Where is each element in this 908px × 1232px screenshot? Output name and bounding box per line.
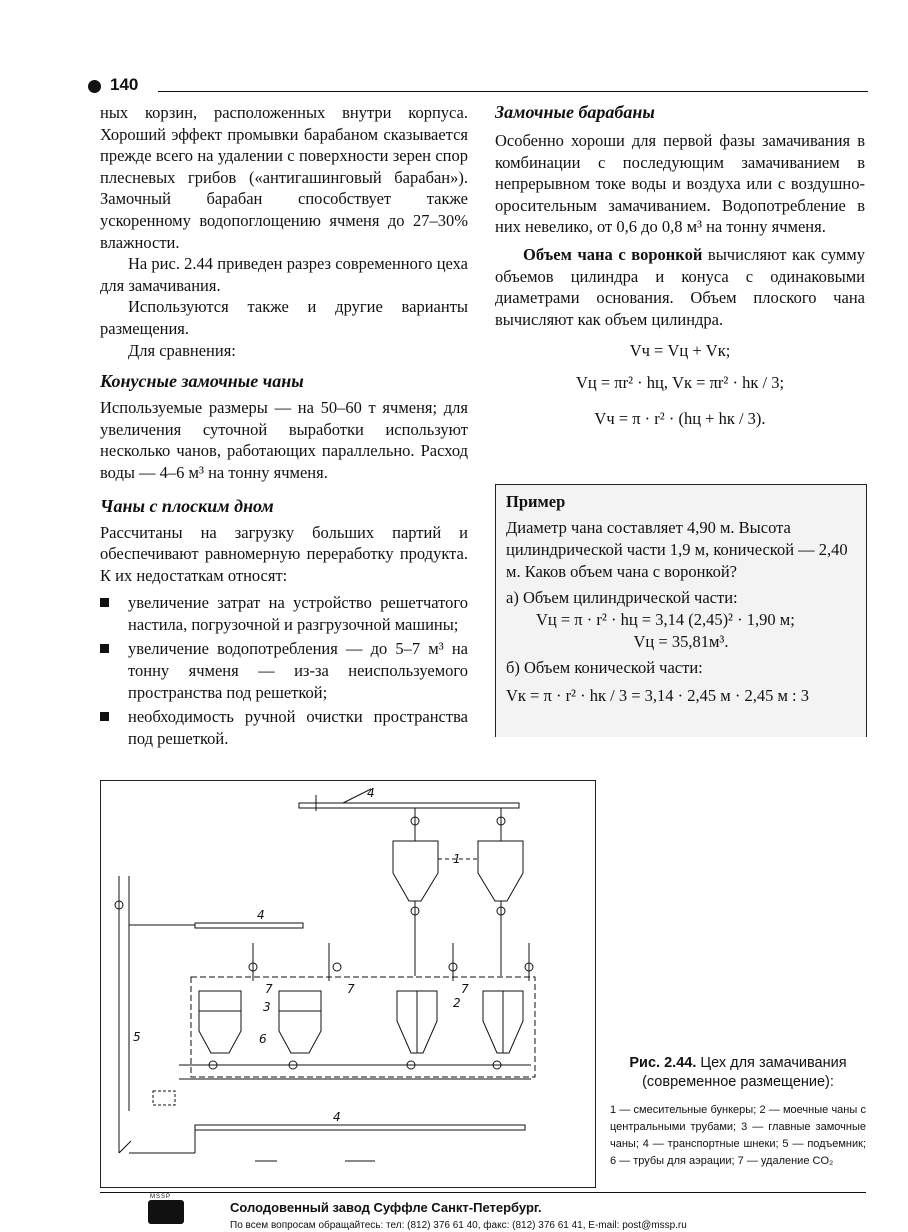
company-name: Солодовенный завод Суффле Санкт-Петербург. bbox=[230, 1200, 542, 1215]
fan-icon bbox=[333, 963, 341, 971]
right-paragraph-1: Особенно хороши для первой фазы замачивания в комбинации с последующим замачиванием в непрерывном токе воды и воздуха или с воздушно-оросительным замачиванием. Водопотребление в них невелико, от 0,6 до 0,8 м³ на тонну ячменя. bbox=[495, 131, 865, 237]
label-7-middle: 7 bbox=[347, 982, 355, 996]
left-paragraph-5: Используемые размеры — на 50–60 т ячменя; для увеличения суточной выработки используют несколько чанов, работающих параллельно. Расход воды — 4–6 м³ на тонну ячменя. bbox=[100, 398, 468, 482]
right-paragraph-2: Объем чана с воронкой вычисляют как сумму объемов цилиндра и конуса с одинаковыми диаметрами основания. Объем плоского чана вычисляют как объем цилиндра. bbox=[495, 244, 865, 329]
mixing-hopper bbox=[393, 841, 438, 901]
logo-text: MSSP bbox=[150, 1194, 172, 1200]
steeping-plant-diagram bbox=[100, 780, 596, 1188]
left-paragraph-3: Используются также и другие варианты размещения. bbox=[100, 297, 468, 338]
middle-screw-conveyor bbox=[195, 923, 303, 928]
page-header bbox=[88, 75, 868, 96]
caption-legend: 1 — смесительные бункеры; 2 — моечные чаны с центральными трубами; 3 — главные замочные чаны; 4 — транспортные шнеки; 5 — подъемник; 6 — трубы для аэрации; 7 — удаление CO₂ bbox=[610, 1104, 866, 1167]
example-part-b-label: б) Объем конической части: bbox=[506, 658, 703, 677]
label-5: 5 bbox=[133, 1030, 141, 1044]
heading-flat-tanks: Чаны с плоским дном bbox=[100, 495, 274, 516]
contact-info: По всем вопросам обращайтесь: тел: (812) 376 61 40, факс: (812) 376 61 41, E-mail: post@mssp.ru bbox=[230, 1220, 687, 1231]
disadvantages-list bbox=[100, 592, 468, 749]
footer-rule bbox=[100, 1192, 866, 1193]
mixing-hopper bbox=[478, 841, 523, 901]
example-part-a-label: а) Объем цилиндрической части: bbox=[506, 588, 738, 607]
left-paragraph-6: Рассчитаны на загрузку больших партий и обеспечивают равномерную переработку продукта. К их недостаткам относят: bbox=[100, 522, 468, 585]
heading-soaking-drums: Замочные барабаны bbox=[495, 102, 655, 122]
formula-part-volumes: Vц = πr² · hц, Vк = πr² · hк / 3; bbox=[575, 372, 785, 392]
main-steeping-tank bbox=[279, 991, 321, 1053]
right-column bbox=[495, 100, 865, 429]
bullet-icon bbox=[100, 598, 109, 607]
term-tank-volume: Объем чана с воронкой bbox=[523, 244, 703, 264]
heading-conical-tanks: Конусные замочные чаны bbox=[100, 371, 304, 392]
list-item: увеличение водопотребления — до 5–7 м³ на тонну ячменя — из-за неиспользуемого пространства под решеткой; bbox=[100, 638, 468, 703]
left-paragraph-4: Для сравнения: bbox=[128, 340, 236, 360]
bullet-icon bbox=[100, 644, 109, 653]
label-4-bottom: 4 bbox=[333, 1110, 341, 1124]
bullet-icon bbox=[100, 712, 109, 721]
figure-caption bbox=[610, 1054, 866, 1170]
example-text: Диаметр чана составляет 4,90 м. Высота цилиндрической части 1,9 м, конической — 2,40 м. Каков объем чана с воронкой? bbox=[506, 518, 848, 581]
page-number: 140 bbox=[110, 75, 139, 94]
drain-box bbox=[153, 1091, 175, 1105]
bottom-screw-conveyor bbox=[195, 1125, 525, 1130]
formula-combined: Vч = π · r² · (hц + hк / 3). bbox=[594, 408, 766, 428]
mssp-logo-icon bbox=[148, 1200, 184, 1224]
label-2: 2 bbox=[453, 996, 461, 1010]
label-6: 6 bbox=[259, 1032, 267, 1046]
label-1: 1 bbox=[453, 852, 461, 866]
label-3: 3 bbox=[263, 1000, 271, 1014]
hoist-base bbox=[119, 1141, 131, 1153]
example-title: Пример bbox=[506, 492, 566, 511]
label-4-middle: 4 bbox=[257, 908, 265, 922]
header-rule bbox=[158, 91, 868, 92]
page-footer bbox=[100, 1192, 866, 1232]
top-screw-conveyor bbox=[299, 803, 519, 808]
list-item: увеличение затрат на устройство решетчатого настила, погрузочной и разгрузочной машины; bbox=[100, 592, 468, 635]
example-part-a-calc: Vц = π · r² · hц = 3,14 (2,45)² · 1,90 м; bbox=[536, 610, 795, 629]
label-7-left: 7 bbox=[265, 982, 273, 996]
list-item: необходимость ручной очистки пространства под решеткой. bbox=[100, 706, 468, 749]
main-steeping-tank bbox=[199, 991, 241, 1053]
label-7-right: 7 bbox=[461, 982, 469, 996]
diagram-drawing bbox=[101, 781, 595, 1187]
example-part-a-result: Vц = 35,81м³. bbox=[633, 632, 729, 651]
left-column bbox=[100, 102, 468, 752]
caption-title: Рис. 2.44. Цех для замачивания (современное размещение): bbox=[629, 1055, 847, 1090]
left-paragraph-1: ных корзин, расположенных внутри корпуса. Хороший эффект промывки барабаном сказывается прежде всего на удалении с поверхности зерен спор плесневых грибов («антигашинговый барабан»). Замочный барабан способствует также ускоренному водопоглощению ячменя до 27–30% влажности. bbox=[100, 103, 468, 252]
example-part-b-calc: Vк = π · r² · hк / 3 = 3,14 · 2,45 м · 2,45 м : 3 bbox=[506, 686, 809, 705]
left-paragraph-2: На рис. 2.44 приведен разрез современного цеха для замачивания. bbox=[100, 254, 468, 295]
example-box bbox=[495, 484, 867, 737]
formula-total-volume: Vч = Vц + Vк; bbox=[629, 341, 731, 361]
page-marker-icon bbox=[88, 80, 101, 93]
label-4-top: 4 bbox=[367, 786, 375, 800]
